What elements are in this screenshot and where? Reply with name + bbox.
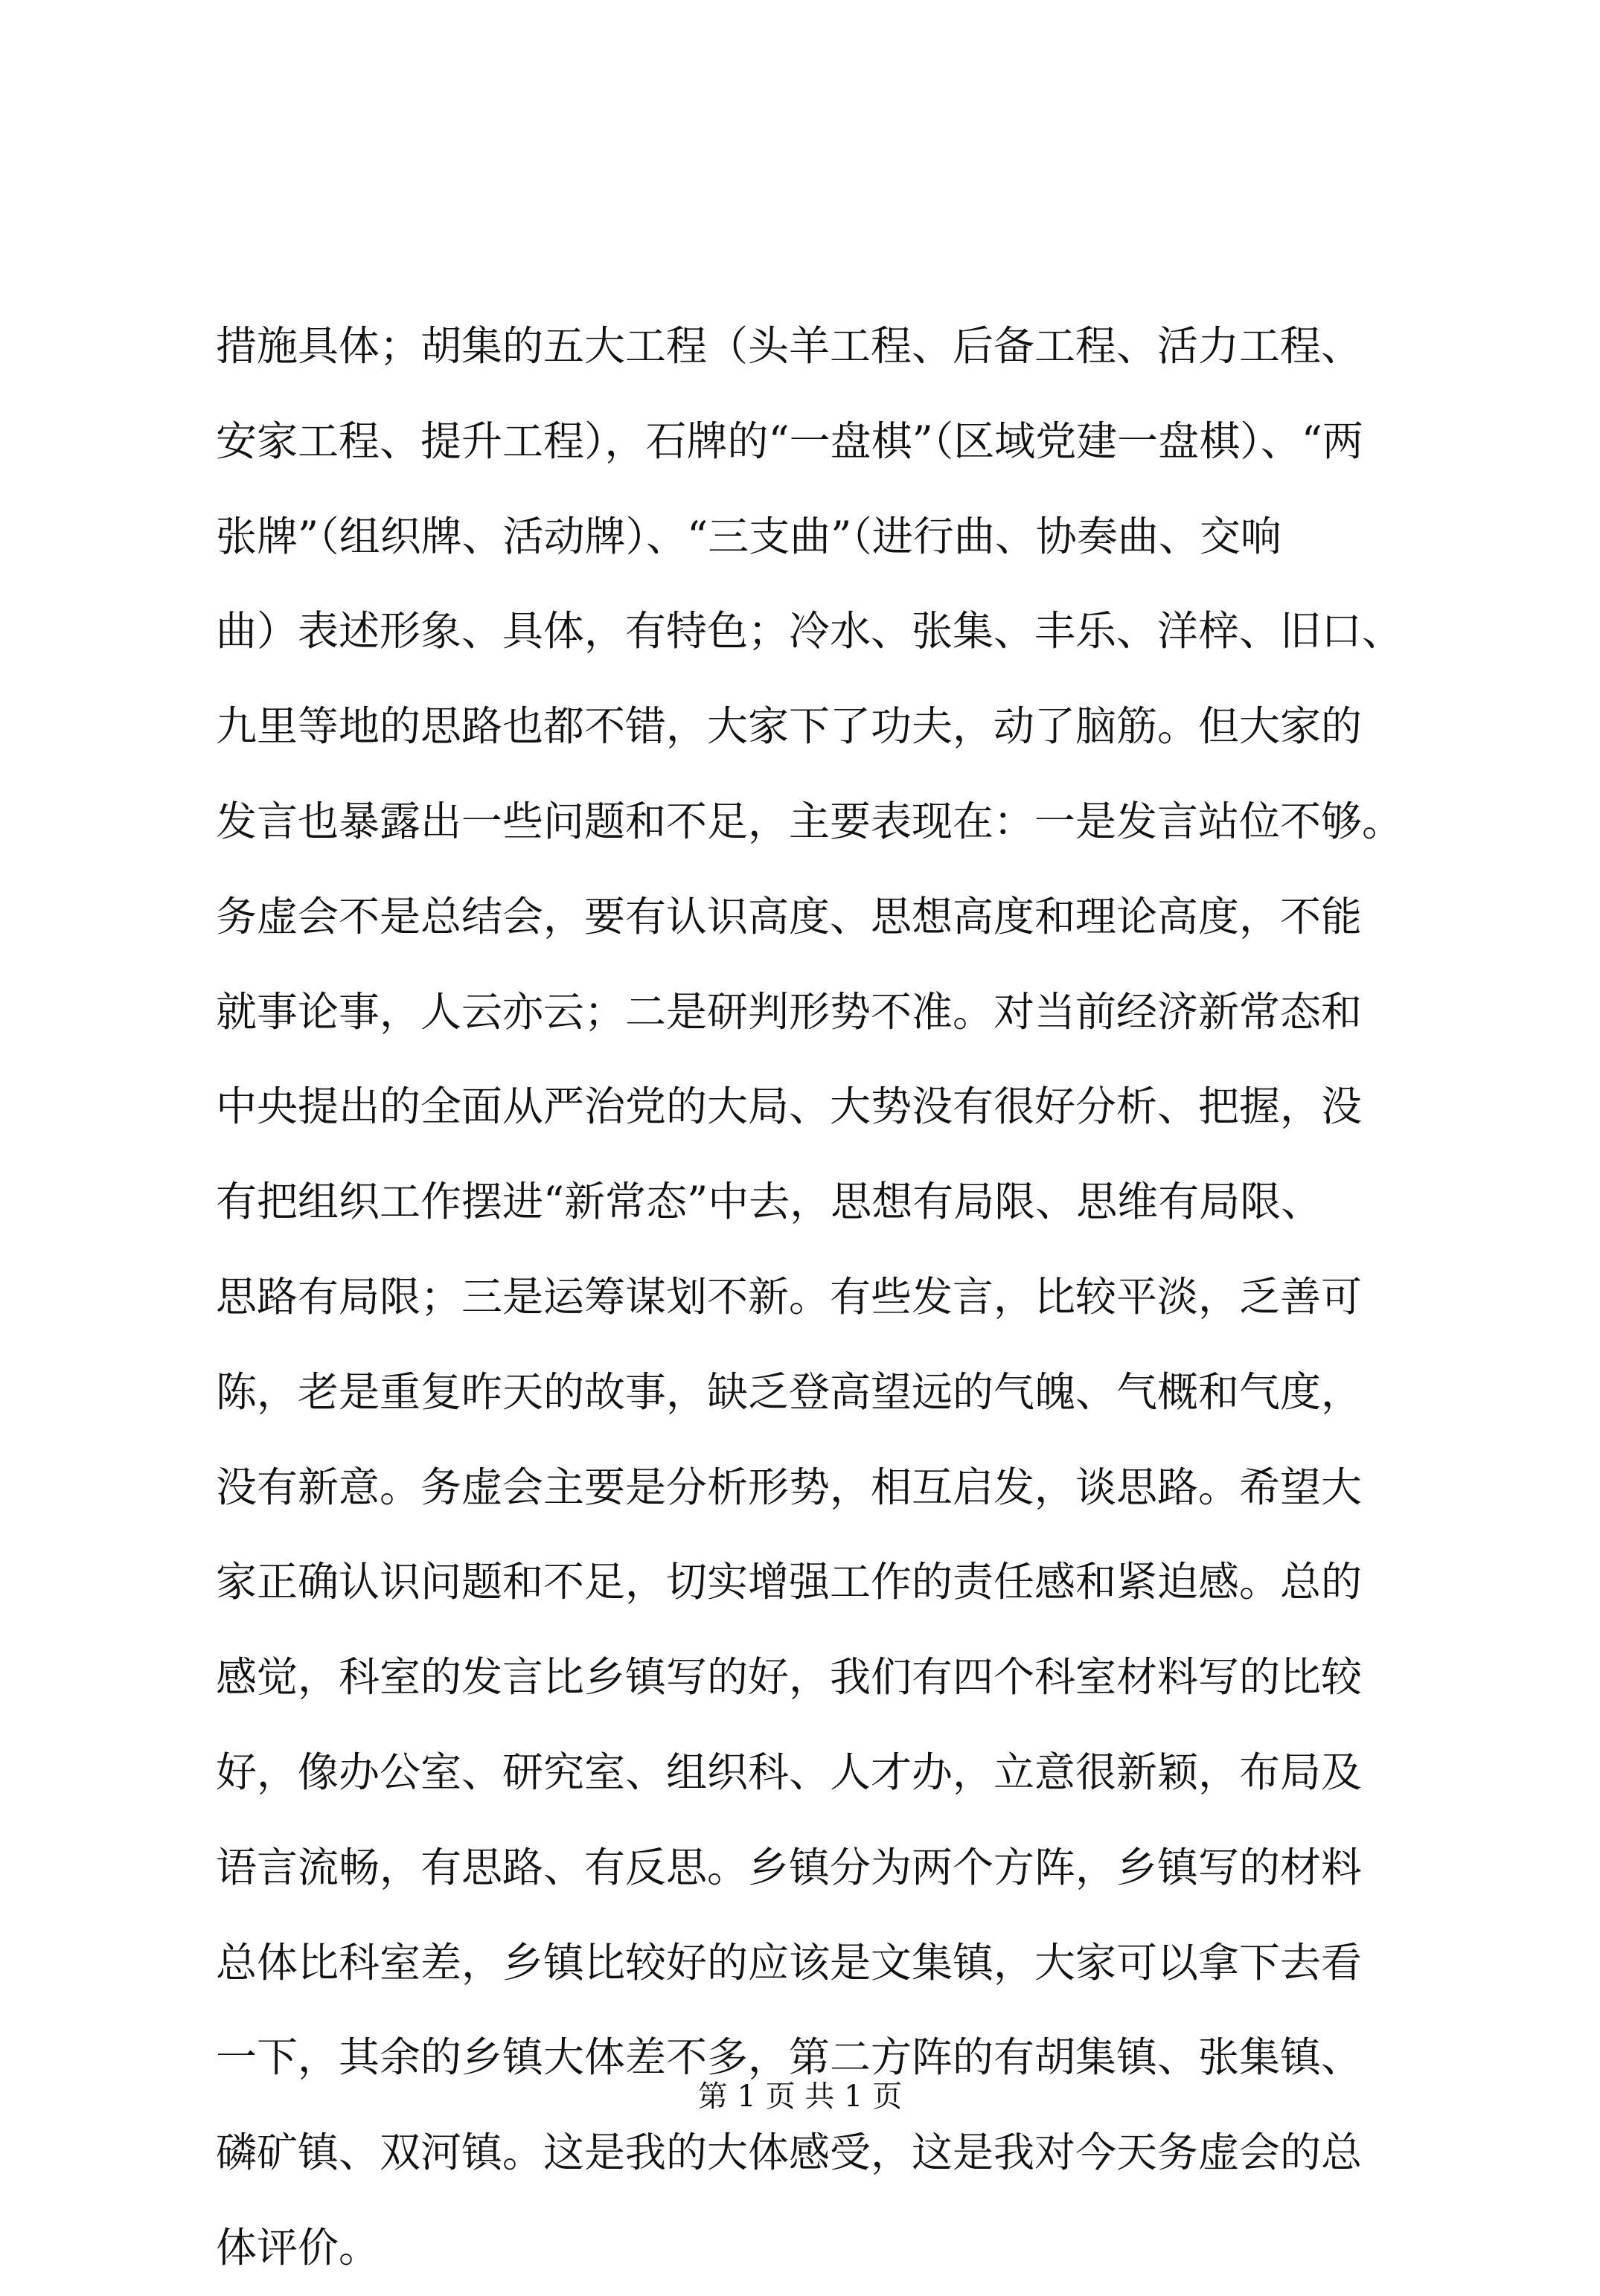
text-line: 曲）表述形象、具体，有特色；冷水、张集、丰乐、洋梓、旧口、 (216, 607, 1404, 655)
text-line: 就事论事，人云亦云；二是研判形势不准。对当前经济新常态和 (216, 987, 1363, 1036)
text-line: 发言也暴露出一些问题和不足，主要表现在：一是发言站位不够。 (216, 797, 1404, 845)
text-line: 陈，老是重复昨天的故事，缺乏登高望远的气魄、气概和气度， (216, 1367, 1363, 1416)
text-line: 措施具体；胡集的五大工程（头羊工程、后备工程、活力工程、 (216, 322, 1363, 370)
text-line: 总体比科室差，乡镇比较好的应该是文集镇，大家可以拿下去看 (216, 1938, 1363, 1986)
text-line: 家正确认识问题和不足，切实增强工作的责任感和紧迫感。总的 (216, 1558, 1363, 1606)
text-line: 中央提出的全面从严治党的大局、大势没有很好分析、把握，没 (216, 1083, 1363, 1131)
body-paragraph (216, 299, 1407, 2296)
text-line: 务虚会不是总结会，要有认识高度、思想高度和理论高度，不能 (216, 892, 1363, 940)
text-line: 体评价。 (216, 2223, 380, 2271)
text-line: 思路有局限；三是运筹谋划不新。有些发言，比较平淡，乏善可 (216, 1272, 1363, 1321)
text-line: 张牌”（组织牌、活动牌）、“三支曲”（进行曲、协奏曲、交响 (216, 512, 1281, 560)
text-line: 磷矿镇、双河镇。这是我的大体感受，这是我对今天务虚会的总 (216, 2129, 1363, 2177)
page-number: 第 1 页 共 1 页 (697, 2079, 903, 2114)
text-line: 没有新意。务虚会主要是分析形势，相互启发，谈思路。希望大 (216, 1463, 1363, 1511)
text-line: 一下，其余的乡镇大体差不多，第二方阵的有胡集镇、张集镇、 (216, 2033, 1363, 2082)
text-line: 好，像办公室、研究室、组织科、人才办，立意很新颖，布局及 (216, 1748, 1363, 1796)
text-line: 九里等地的思路也都不错，大家下了功夫，动了脑筋。但大家的 (216, 702, 1363, 751)
text-line: 感觉，科室的发言比乡镇写的好，我们有四个科室材料写的比较 (216, 1653, 1363, 1702)
page-footer (0, 2074, 1600, 2119)
text-line: 有把组织工作摆进“新常态”中去，思想有局限、思维有局限、 (216, 1178, 1322, 1226)
text-line: 安家工程、提升工程），石牌的“一盘棋”（区域党建一盘棋）、“两 (216, 417, 1363, 465)
text-line: 语言流畅，有思路、有反思。乡镇分为两个方阵，乡镇写的材料 (216, 1843, 1363, 1891)
